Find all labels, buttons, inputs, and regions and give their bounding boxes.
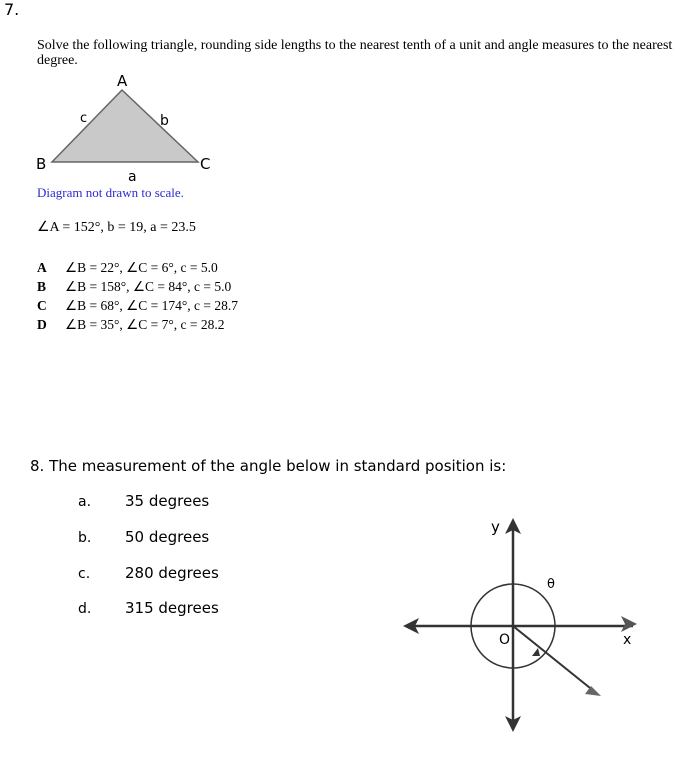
- question-7-number: 7.: [4, 0, 20, 19]
- question-8-title: 8. The measurement of the angle below in standard position is:: [30, 457, 507, 475]
- given-values: ∠A = 152°, b = 19, a = 23.5: [37, 220, 196, 235]
- choice-a[interactable]: [37, 258, 238, 277]
- choice-letter: B: [37, 279, 47, 294]
- diagram-note: Diagram not drawn to scale.: [37, 185, 184, 200]
- option-b-text[interactable]: 50 degrees: [125, 528, 210, 546]
- option-a-letter[interactable]: a.: [78, 494, 92, 510]
- choice-text: ∠B = 22°, ∠C = 6°, c = 5.0: [65, 260, 218, 275]
- choice-d[interactable]: [37, 315, 238, 334]
- triangle-shape: [52, 90, 198, 162]
- angle-arc-arrow: [532, 648, 540, 656]
- vertex-b-label: B: [36, 155, 47, 173]
- vertex-c-label: C: [200, 155, 211, 173]
- choice-text: ∠B = 35°, ∠C = 7°, c = 28.2: [65, 317, 225, 332]
- option-d-letter[interactable]: d.: [78, 601, 92, 617]
- choice-letter: C: [37, 298, 47, 313]
- option-b-letter[interactable]: b.: [78, 530, 92, 546]
- x-axis-right-arrow: [621, 616, 637, 632]
- vertex-a-label: A: [117, 72, 128, 90]
- option-c-letter[interactable]: c.: [78, 566, 91, 582]
- side-c-label: c: [80, 111, 88, 126]
- triangle-diagram: [30, 70, 230, 185]
- answer-choices: [37, 258, 238, 334]
- x-axis-label: x: [623, 632, 632, 648]
- terminal-side-arrow: [585, 686, 601, 696]
- y-axis-label: y: [491, 518, 500, 536]
- option-d-text[interactable]: 315 degrees: [125, 599, 219, 617]
- choice-c[interactable]: [37, 296, 238, 315]
- choice-letter: A: [37, 260, 47, 275]
- choice-letter: D: [37, 317, 47, 332]
- choice-b[interactable]: [37, 277, 238, 296]
- origin-label: O: [499, 632, 511, 648]
- choice-text: ∠B = 68°, ∠C = 174°, c = 28.7: [65, 298, 238, 313]
- option-a-text[interactable]: 35 degrees: [125, 492, 210, 510]
- choice-text: ∠B = 158°, ∠C = 84°, c = 5.0: [65, 279, 232, 294]
- angle-diagram: [395, 510, 650, 740]
- question-7-prompt: Solve the following triangle, rounding side lengths to the nearest tenth of a unit and angle measures to the nearest degree.: [37, 38, 673, 68]
- option-c-text[interactable]: 280 degrees: [125, 564, 219, 582]
- side-b-label: b: [160, 113, 169, 129]
- theta-label: θ: [547, 577, 555, 592]
- side-a-label: a: [128, 169, 137, 185]
